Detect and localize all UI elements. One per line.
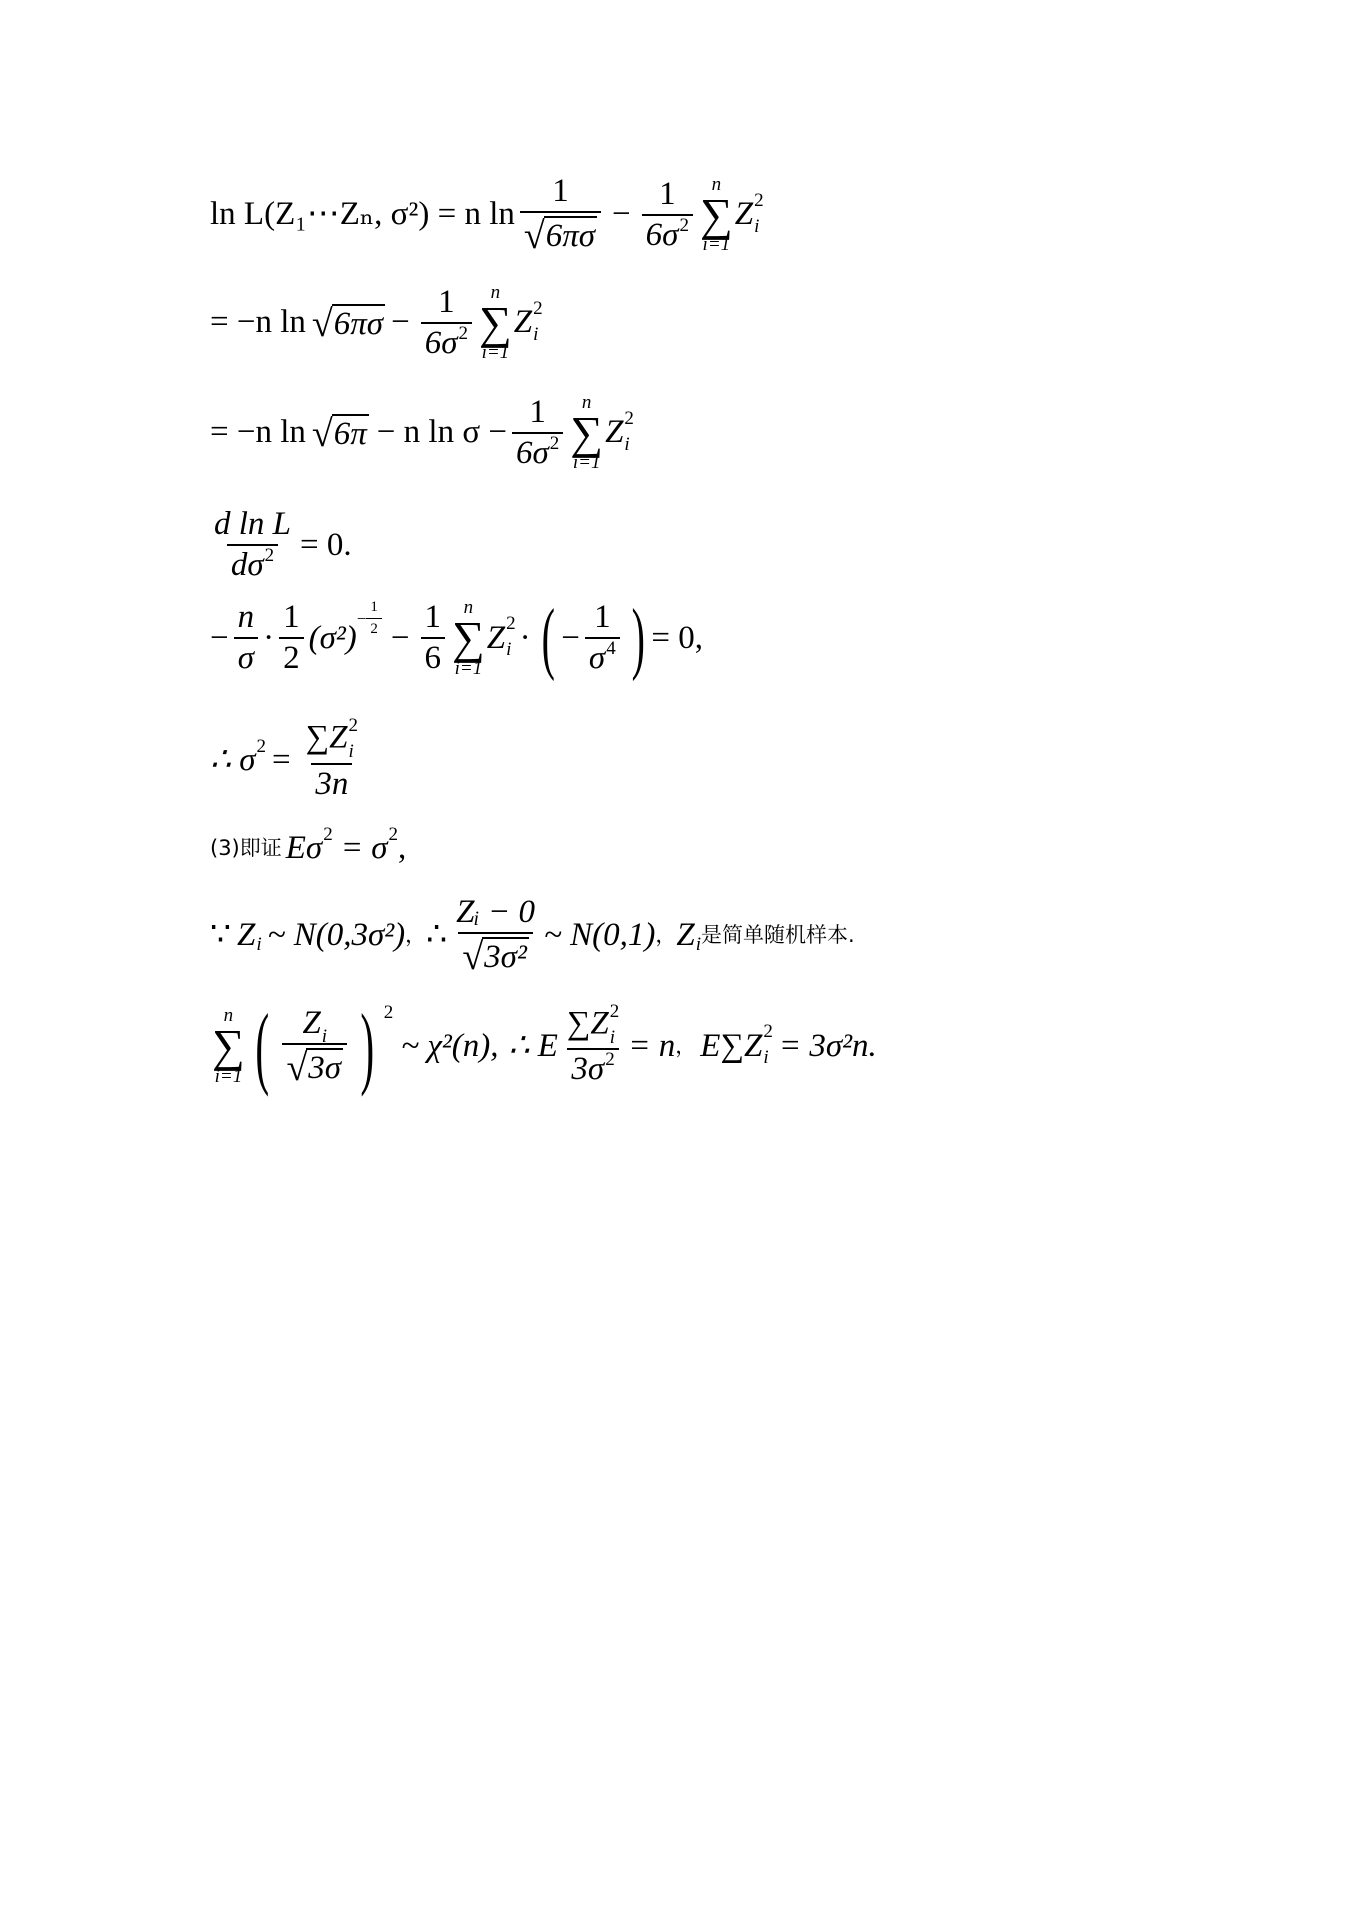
eq1-fraction-2 <box>642 175 693 253</box>
sigma-sum-symbol: n ∑ i=1 <box>212 1005 245 1087</box>
eq1-fraction-1 <box>520 173 601 258</box>
eq1-term-scripts: 2 i <box>754 189 764 237</box>
sqrt-symbol: √ 6πσ <box>523 215 596 258</box>
eq4-fraction: $\frac{\text{d ln L}}{d\sigma^2}$ <box>214 506 292 583</box>
eq1-term: Z <box>734 196 754 233</box>
eq6-prefix: ∴ σ <box>210 741 256 778</box>
sqrt-symbol: √ 6πσ <box>311 302 384 345</box>
eq1-frac1-num: 1 <box>552 173 569 210</box>
sqrt-symbol: √ 6π <box>311 412 367 455</box>
sqrt-symbol: √ 3σ² <box>462 936 527 978</box>
eq9-expect-fraction: ∑Z 2 i $3\sigma^2$ <box>566 1000 620 1088</box>
eq2-term: Z <box>513 304 533 341</box>
equation-estimator: ∴ σ 2 = ∑Z 2 i 3n <box>210 720 367 801</box>
eq1-frac1-den <box>520 211 601 258</box>
eq3-prefix: = −n ln <box>210 414 306 451</box>
eq9-inner-fraction: $Z_i$ √ 3σ <box>282 1007 347 1086</box>
equation-line-5: − $\frac{n}{\sigma}$ · $\frac{1}{2}$ (σ²) − $\frac{1}{2}$ − $\frac{1}{6}$ n ∑ i=1 Z 2 i · ( − $\frac{1}{\sigma^4}$ ) = 0, <box>210 594 703 682</box>
eq3-middle: − n ln σ − <box>376 414 507 451</box>
equation-line-3: = −n ln √ 6π − n ln σ − $\frac{1}{6\sigma^2}$ n ∑ i=1 Z 2 i <box>210 392 634 474</box>
eq3-term: Z <box>605 414 624 451</box>
sqrt-symbol: √ 3σ <box>286 1046 342 1089</box>
chi-square-statement: n ∑ i=1 ( $Z_i$ √ 3σ ) 2 ~ χ²(n), ∴ E ∑Z 2 i $3\sigma^2$ = n ， E∑Z 2 i = 3σ²n. <box>212 995 877 1097</box>
sigma-sum-symbol: n ∑ i=1 <box>452 597 485 679</box>
equation-log-likelihood <box>210 173 764 258</box>
step-label: (3)即证 <box>210 836 282 860</box>
eq6-fraction: ∑Z 2 i 3n <box>305 715 359 802</box>
eq8-fraction: Zᵢ − 0 √ 3σ² <box>456 894 535 978</box>
eq3-fraction: $\frac{1}{6\sigma^2}$ <box>512 396 563 470</box>
eq1-lhs: ln L(Z₁⋯Zₙ, σ²) = n ln <box>210 196 515 233</box>
eq2-prefix: = −n ln <box>210 304 306 341</box>
equation-derivative <box>210 508 352 582</box>
eq4-rhs: = 0. <box>300 526 352 563</box>
sample-statement: 是简单随机样本. <box>700 923 855 947</box>
eq1-minus: − <box>612 196 631 233</box>
eq2-fraction: $\frac{1}{6\sigma^2}$ <box>421 286 472 360</box>
sigma-sum-symbol: n ∑ i=1 <box>570 392 604 474</box>
equation-line-2: = −n ln √ 6πσ − $\frac{1}{6\sigma^2}$ n ∑ i=1 Z 2 i <box>210 282 543 364</box>
eq1-frac2-num: 1 <box>659 175 676 212</box>
sigma-sum-symbol: n ∑ i=1 <box>699 174 733 256</box>
eq1-frac2-den: $6\sigma^2$ <box>642 214 693 252</box>
sigma-sum-symbol: n ∑ i=1 <box>478 282 512 364</box>
distribution-statement: ∵ Z i ~ N(0,3σ²) ， ∴ Zᵢ − 0 √ 3σ² ~ N(0,1) ， Z i 是简单随机样本. <box>210 894 855 978</box>
proof-step-3: (3)即证 Eσ 2 = σ 2 , <box>210 824 407 866</box>
